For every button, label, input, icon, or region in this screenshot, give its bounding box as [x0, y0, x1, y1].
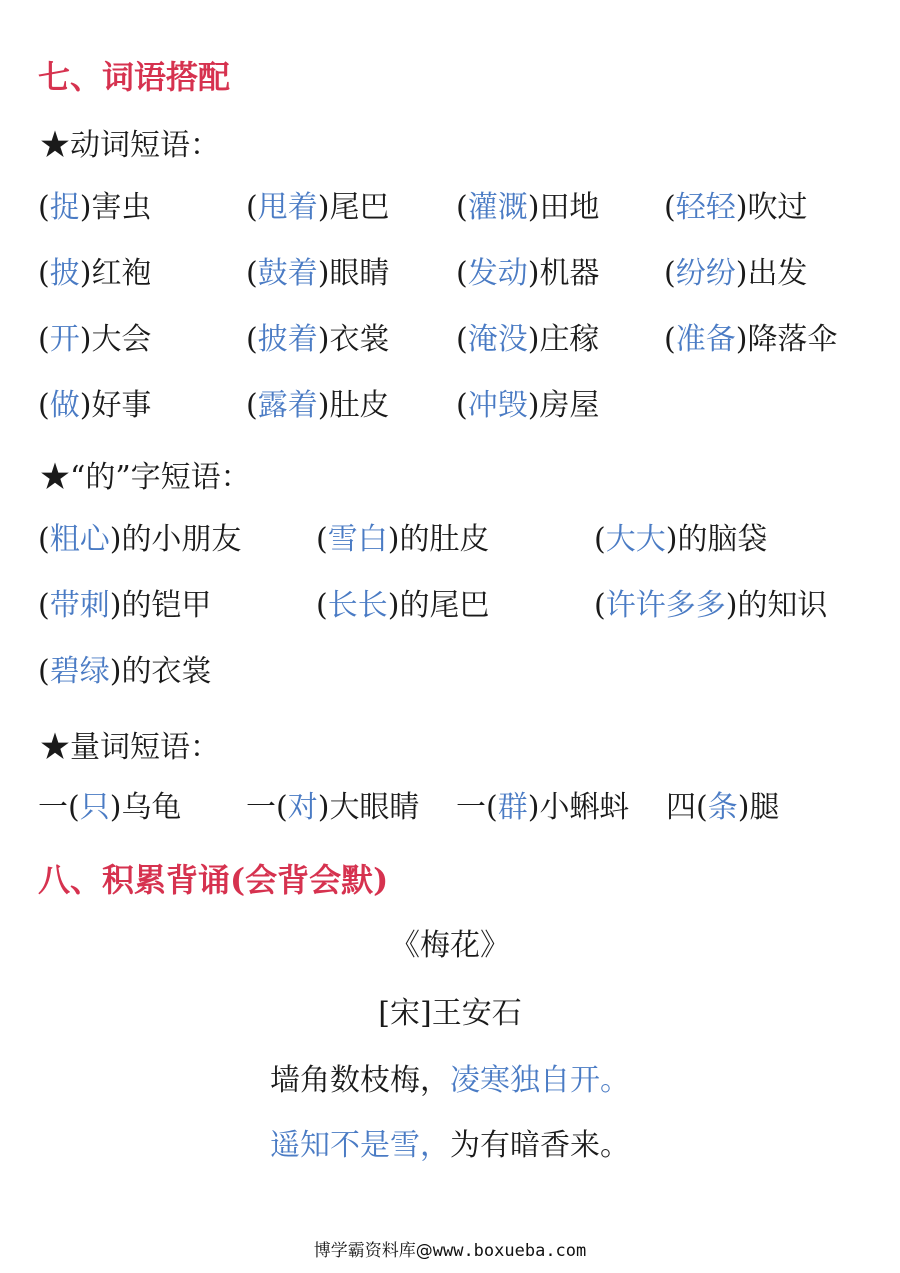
open-paren: (	[38, 256, 50, 291]
phrase-suffix: 乌龟	[121, 790, 182, 825]
close-paren: )	[665, 522, 678, 557]
de-phrases-label: ★“的”字短语：	[40, 460, 251, 495]
open-paren: (	[38, 588, 50, 623]
open-paren: (	[38, 322, 50, 357]
phrase-answer: 露着	[257, 388, 318, 423]
close-paren: )	[387, 522, 400, 557]
poem-author: [宋]王安石	[378, 996, 522, 1031]
phrase-answer: 淹没	[467, 322, 528, 357]
section-8-heading: 八、积累背诵(会背会默)	[38, 861, 389, 899]
phrase-row	[0, 252, 900, 296]
close-paren: )	[109, 588, 122, 623]
close-paren: )	[317, 790, 330, 825]
phrase-row	[0, 384, 900, 428]
phrase-suffix: 吹过	[747, 190, 808, 225]
phrase-suffix: 大眼睛	[329, 790, 420, 825]
phrase-item	[38, 786, 181, 830]
open-paren: (	[38, 654, 50, 689]
open-paren: (	[276, 790, 288, 825]
phrase-suffix: 腿	[749, 790, 780, 825]
phrase-item	[38, 252, 151, 296]
open-paren: (	[246, 322, 258, 357]
close-paren: )	[109, 522, 122, 557]
phrase-prefix: 一	[38, 790, 68, 825]
phrase-answer: 只	[79, 790, 110, 825]
phrase-item	[594, 584, 827, 628]
phrase-item	[38, 384, 151, 428]
open-paren: (	[486, 790, 498, 825]
phrase-suffix: 好事	[91, 388, 152, 423]
phrase-suffix: 的小朋友	[121, 522, 242, 557]
open-paren: (	[456, 322, 468, 357]
open-paren: (	[316, 522, 328, 557]
phrase-answer: 发动	[467, 256, 528, 291]
close-paren: )	[725, 588, 738, 623]
phrase-item	[664, 252, 807, 296]
poem-line-2-part-a: 遥知不是雪，	[270, 1128, 450, 1163]
close-paren: )	[109, 654, 122, 689]
open-paren: (	[68, 790, 80, 825]
phrase-item	[246, 786, 419, 830]
phrase-item	[456, 186, 599, 230]
phrase-item	[594, 518, 767, 562]
section-7-heading: 七、词语搭配	[38, 58, 231, 96]
phrase-suffix: 机器	[539, 256, 600, 291]
footer-site-name: 博学霸资料库@	[313, 1241, 433, 1261]
phrase-suffix: 小蝌蚪	[539, 790, 630, 825]
phrase-answer: 做	[49, 388, 80, 423]
open-paren: (	[456, 388, 468, 423]
phrase-answer: 条	[707, 790, 738, 825]
open-paren: (	[316, 588, 328, 623]
phrase-item	[38, 318, 151, 362]
open-paren: (	[664, 322, 676, 357]
open-paren: (	[246, 256, 258, 291]
close-paren: )	[79, 190, 92, 225]
poem-line-1	[0, 1055, 900, 1099]
phrase-answer: 轻轻	[675, 190, 736, 225]
close-paren: )	[735, 322, 748, 357]
phrase-suffix: 尾巴	[329, 190, 390, 225]
phrase-prefix: 一	[246, 790, 276, 825]
phrase-answer: 碧绿	[49, 654, 110, 689]
phrase-answer: 披着	[257, 322, 318, 357]
phrase-answer: 披	[49, 256, 80, 291]
phrase-answer: 纷纷	[675, 256, 736, 291]
phrase-suffix: 的尾巴	[399, 588, 490, 623]
close-paren: )	[527, 388, 540, 423]
phrase-suffix: 出发	[747, 256, 808, 291]
close-paren: )	[735, 190, 748, 225]
close-paren: )	[527, 256, 540, 291]
open-paren: (	[38, 388, 50, 423]
phrase-suffix: 的脑袋	[677, 522, 768, 557]
close-paren: )	[735, 256, 748, 291]
close-paren: )	[317, 190, 330, 225]
close-paren: )	[79, 256, 92, 291]
close-paren: )	[527, 322, 540, 357]
phrase-suffix: 的知识	[737, 588, 828, 623]
open-paren: (	[38, 190, 50, 225]
close-paren: )	[79, 322, 92, 357]
phrase-answer: 雪白	[327, 522, 388, 557]
phrase-suffix: 红袍	[91, 256, 152, 291]
phrase-suffix: 房屋	[539, 388, 600, 423]
phrase-item	[664, 318, 837, 362]
phrase-answer: 带刺	[49, 588, 110, 623]
phrase-answer: 甩着	[257, 190, 318, 225]
open-paren: (	[456, 256, 468, 291]
phrase-answer: 开	[49, 322, 80, 357]
phrase-answer: 灌溉	[467, 190, 528, 225]
footer-url: www.boxueba.com	[432, 1241, 587, 1261]
verb-phrases-label: ★动词短语：	[40, 128, 220, 163]
poem-line-1-part-a: 墙角数枝梅，	[270, 1063, 450, 1098]
phrase-suffix: 衣裳	[329, 322, 390, 357]
phrase-item	[456, 318, 599, 362]
open-paren: (	[696, 790, 708, 825]
phrase-item	[316, 518, 489, 562]
open-paren: (	[594, 522, 606, 557]
phrase-item	[664, 186, 807, 230]
phrase-item	[38, 650, 211, 694]
close-paren: )	[317, 322, 330, 357]
phrase-row	[0, 650, 900, 694]
open-paren: (	[594, 588, 606, 623]
close-paren: )	[317, 388, 330, 423]
phrase-answer: 捉	[49, 190, 80, 225]
phrase-item	[38, 584, 211, 628]
phrase-suffix: 眼睛	[329, 256, 390, 291]
phrase-answer: 冲毁	[467, 388, 528, 423]
phrase-answer: 鼓着	[257, 256, 318, 291]
phrase-suffix: 庄稼	[539, 322, 600, 357]
close-paren: )	[109, 790, 122, 825]
open-paren: (	[456, 190, 468, 225]
phrase-item	[666, 786, 779, 830]
phrase-answer: 许许多多	[605, 588, 726, 623]
phrase-item	[246, 318, 389, 362]
phrase-suffix: 的衣裳	[121, 654, 212, 689]
close-paren: )	[387, 588, 400, 623]
phrase-item	[246, 252, 389, 296]
phrase-suffix: 大会	[91, 322, 152, 357]
phrase-suffix: 肚皮	[329, 388, 390, 423]
phrase-answer: 对	[287, 790, 318, 825]
phrase-row	[0, 318, 900, 362]
phrase-suffix: 田地	[539, 190, 600, 225]
phrase-item	[38, 518, 241, 562]
phrase-row	[0, 186, 900, 230]
phrase-answer: 大大	[605, 522, 666, 557]
phrase-item	[246, 186, 389, 230]
phrase-answer: 长长	[327, 588, 388, 623]
measure-phrases-label: ★量词短语：	[40, 730, 220, 765]
phrase-item	[246, 384, 389, 428]
poem-line-2	[0, 1120, 900, 1164]
poem-title: 《梅花》	[390, 928, 510, 963]
close-paren: )	[317, 256, 330, 291]
poem-line-2-part-b: 为有暗香来。	[450, 1128, 630, 1163]
phrase-item	[316, 584, 489, 628]
phrase-answer: 群	[497, 790, 528, 825]
phrase-row	[0, 584, 900, 628]
phrase-item	[456, 786, 629, 830]
phrase-answer: 粗心	[49, 522, 110, 557]
phrase-answer: 准备	[675, 322, 736, 357]
poem-line-1-part-b: 凌寒独自开。	[450, 1063, 630, 1098]
open-paren: (	[38, 522, 50, 557]
phrase-suffix: 降落伞	[747, 322, 838, 357]
phrase-prefix: 四	[666, 790, 696, 825]
phrase-item	[456, 252, 599, 296]
close-paren: )	[737, 790, 750, 825]
close-paren: )	[79, 388, 92, 423]
phrase-prefix: 一	[456, 790, 486, 825]
close-paren: )	[527, 790, 540, 825]
phrase-suffix: 的铠甲	[121, 588, 212, 623]
open-paren: (	[246, 388, 258, 423]
open-paren: (	[664, 256, 676, 291]
open-paren: (	[664, 190, 676, 225]
phrase-suffix: 害虫	[91, 190, 152, 225]
phrase-row	[0, 786, 900, 830]
phrase-suffix: 的肚皮	[399, 522, 490, 557]
phrase-row	[0, 518, 900, 562]
phrase-item	[456, 384, 599, 428]
close-paren: )	[527, 190, 540, 225]
footer-watermark	[0, 1236, 900, 1261]
open-paren: (	[246, 190, 258, 225]
phrase-item	[38, 186, 151, 230]
